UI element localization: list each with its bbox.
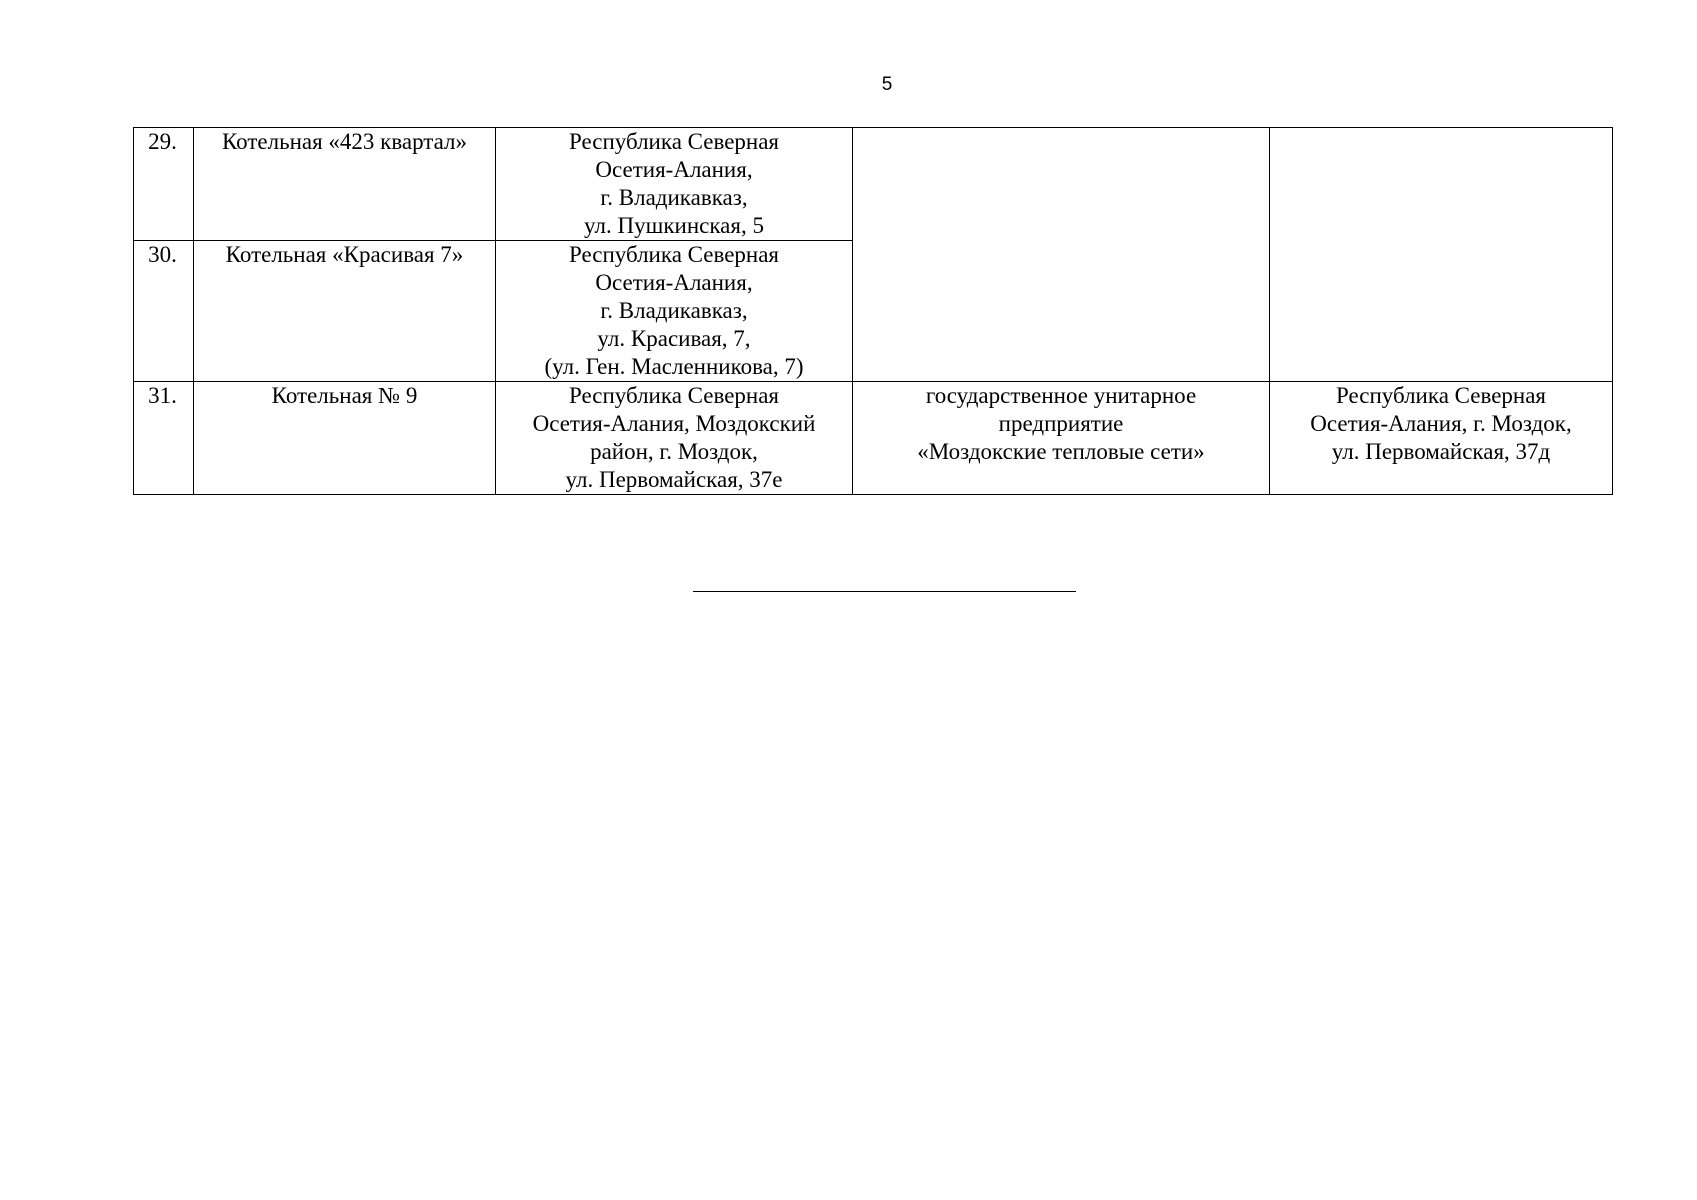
facility-name: Котельная «Красивая 7» bbox=[194, 241, 496, 382]
address-line: Осетия-Алания, bbox=[595, 270, 753, 295]
operator-address-line: Осетия-Алания, г. Моздок, bbox=[1310, 411, 1572, 436]
address-line: г. Владикавказ, bbox=[600, 185, 748, 210]
address-line: район, г. Моздок, bbox=[590, 439, 758, 464]
page-number: 5 bbox=[881, 74, 893, 95]
operator-line: предприятие bbox=[998, 411, 1124, 436]
address-line: ул. Пушкинская, 5 bbox=[584, 213, 764, 238]
address-line: ул. Красивая, 7, bbox=[597, 326, 751, 351]
operator-line: «Моздокские тепловые сети» bbox=[917, 439, 1205, 464]
facility-address bbox=[496, 382, 853, 495]
address-line: Республика Северная bbox=[568, 383, 780, 408]
row-number: 31. bbox=[134, 382, 194, 495]
row-number: 29. bbox=[134, 128, 194, 241]
table-row bbox=[134, 128, 1613, 241]
address-line: Осетия-Алания, Моздокский bbox=[532, 411, 816, 436]
facility-name: Котельная «423 квартал» bbox=[194, 128, 496, 241]
operator-name bbox=[853, 382, 1270, 495]
table-row bbox=[134, 382, 1613, 495]
row-number: 30. bbox=[134, 241, 194, 382]
facility-address bbox=[496, 241, 853, 382]
facility-name: Котельная № 9 bbox=[194, 382, 496, 495]
address-line: г. Владикавказ, bbox=[600, 298, 748, 323]
address-line: (ул. Ген. Масленникова, 7) bbox=[544, 354, 804, 379]
operator-line: государственное унитарное bbox=[925, 383, 1197, 408]
address-line: Республика Северная bbox=[568, 129, 780, 154]
boiler-registry-table bbox=[133, 127, 1613, 495]
end-of-document-rule bbox=[693, 591, 1076, 592]
facility-address bbox=[496, 128, 853, 241]
address-line: ул. Первомайская, 37е bbox=[565, 467, 783, 492]
address-line: Республика Северная bbox=[568, 242, 780, 267]
operator-cell-empty bbox=[853, 128, 1270, 382]
operator-address-line: ул. Первомайская, 37д bbox=[1331, 439, 1551, 464]
address-line: Осетия-Алания, bbox=[595, 157, 753, 182]
operator-address bbox=[1270, 382, 1613, 495]
operator-address-cell-empty bbox=[1270, 128, 1613, 382]
operator-address-line: Республика Северная bbox=[1335, 383, 1547, 408]
